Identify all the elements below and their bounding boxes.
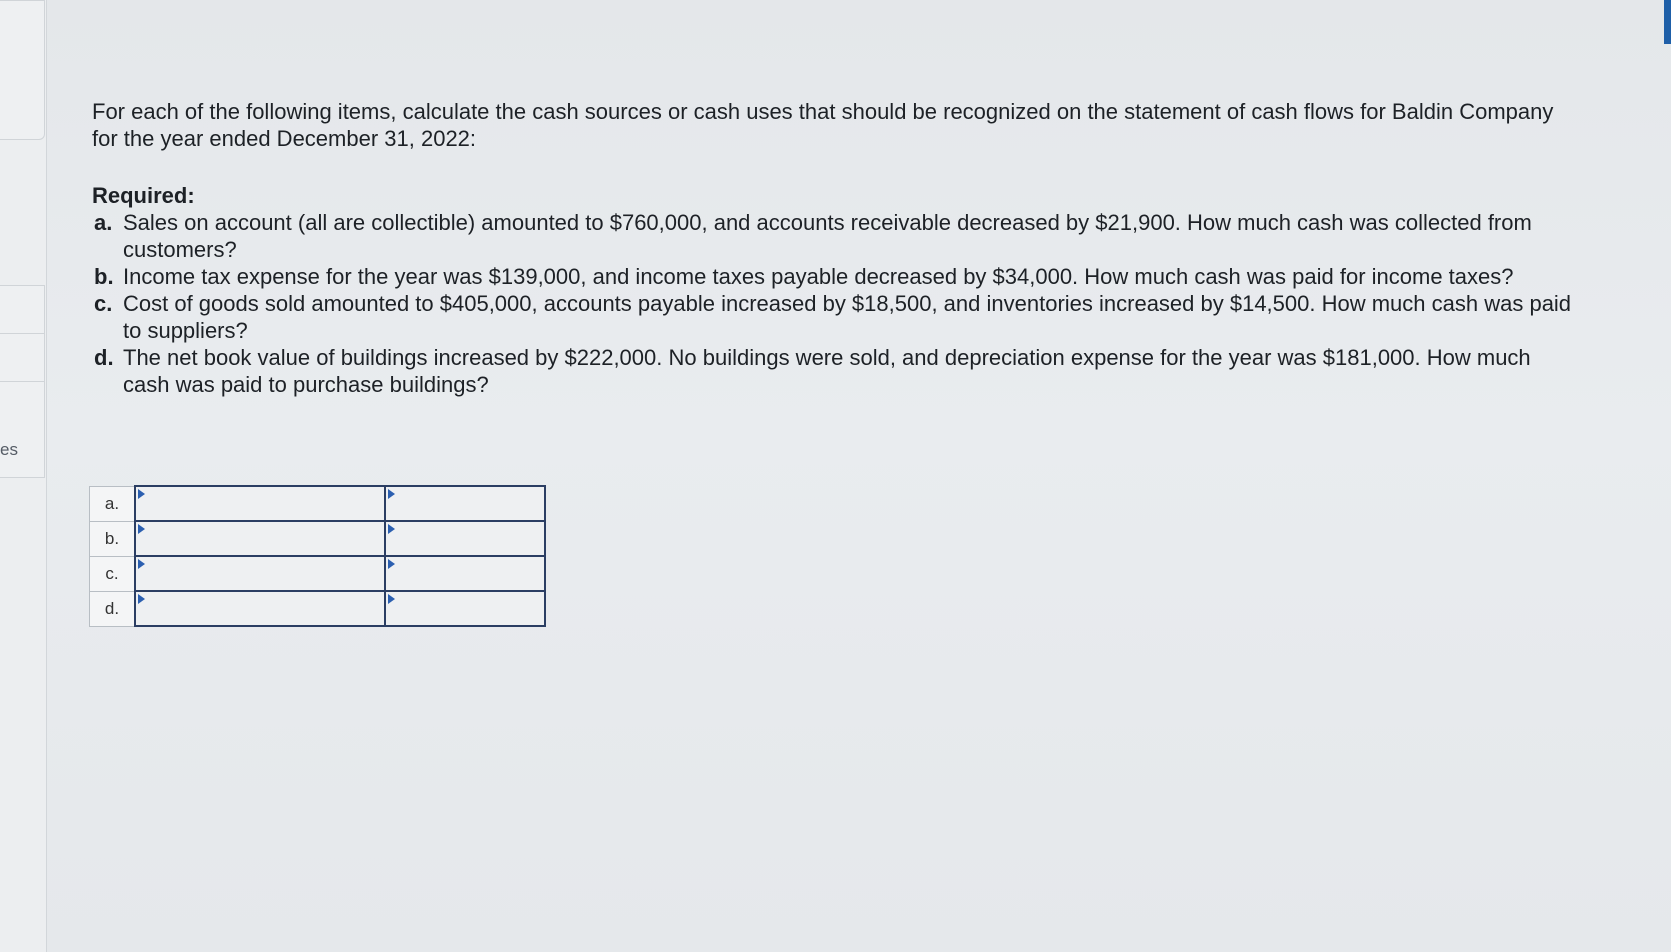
dropdown-flag-icon [138, 559, 145, 569]
row-label: d. [90, 591, 136, 626]
problem-intro: For each of the following items, calculate the cash sources or cash uses that should be recognized on the statement of cash flows for Baldin Company for the year ended December 31, 2022: [92, 99, 1554, 151]
row-label: b. [90, 521, 136, 556]
table-row [90, 556, 546, 591]
scrollbar-indicator[interactable] [1664, 0, 1671, 44]
dropdown-flag-icon [138, 524, 145, 534]
input-flag-icon [388, 489, 395, 499]
required-item-b [92, 263, 1572, 290]
sidebar-label: es [0, 440, 18, 459]
description-dropdown[interactable] [135, 591, 385, 626]
description-dropdown[interactable] [135, 521, 385, 556]
amount-input[interactable] [385, 591, 545, 626]
required-item-a [92, 209, 1572, 263]
required-item-d [92, 344, 1572, 398]
item-text: Income tax expense for the year was $139,000, and income taxes payable decreased by $34,000. How much cash was paid for income taxes? [123, 264, 1514, 289]
sidebar-tab[interactable] [0, 381, 45, 478]
left-sidebar [0, 0, 47, 952]
required-list [92, 209, 1572, 398]
row-label: a. [90, 486, 136, 521]
item-text: Cost of goods sold amounted to $405,000, accounts payable increased by $18,500, and inventories increased by $14,500. How much cash was paid to suppliers? [123, 291, 1572, 343]
description-dropdown[interactable] [135, 556, 385, 591]
amount-input[interactable] [385, 556, 545, 591]
sidebar-tab[interactable] [0, 285, 45, 335]
required-item-c [92, 290, 1572, 344]
amount-input[interactable] [385, 486, 545, 521]
required-heading: Required: [92, 183, 195, 208]
dropdown-flag-icon [138, 489, 145, 499]
table-row [90, 486, 546, 521]
sidebar-tab[interactable] [0, 333, 45, 383]
row-label: c. [90, 556, 136, 591]
input-flag-icon [388, 559, 395, 569]
input-flag-icon [388, 594, 395, 604]
item-letter: c. [94, 291, 113, 316]
item-letter: b. [94, 264, 114, 289]
item-letter: a. [94, 210, 113, 235]
input-flag-icon [388, 524, 395, 534]
sidebar-panel [0, 0, 45, 140]
item-letter: d. [94, 345, 114, 370]
item-text: Sales on account (all are collectible) amounted to $760,000, and accounts receivable decreased by $21,900. How much cash was collected from customers? [123, 210, 1532, 262]
amount-input[interactable] [385, 521, 545, 556]
table-row [90, 591, 546, 626]
dropdown-flag-icon [138, 594, 145, 604]
answer-table [89, 485, 546, 627]
problem-content [92, 98, 1572, 398]
table-row [90, 521, 546, 556]
description-dropdown[interactable] [135, 486, 385, 521]
item-text: The net book value of buildings increased by $222,000. No buildings were sold, and depreciation expense for the year was $181,000. How much cash was paid to purchase buildings? [123, 345, 1531, 397]
